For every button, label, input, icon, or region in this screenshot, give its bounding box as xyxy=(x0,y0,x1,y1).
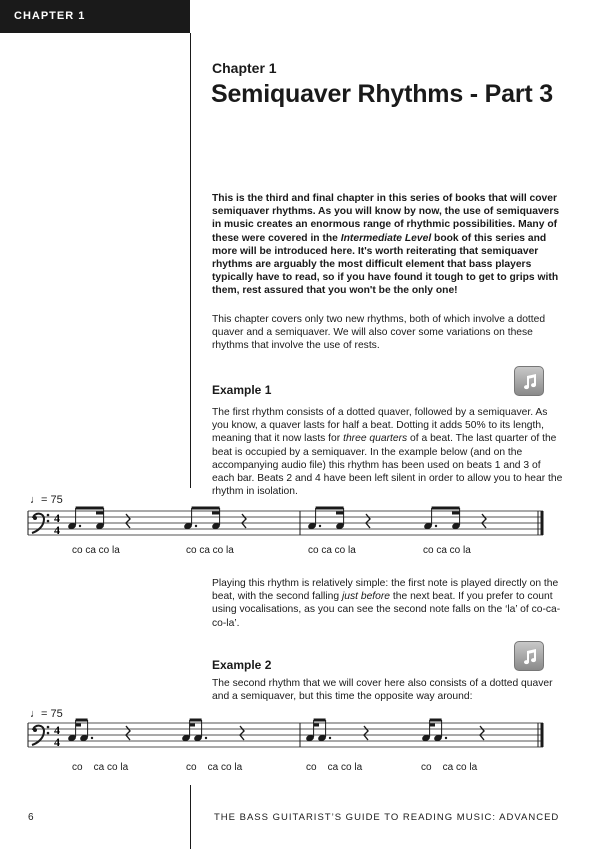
chapter-tab: CHAPTER 1 xyxy=(0,0,190,33)
lyric-3: co ca co la xyxy=(308,545,356,556)
footer-book-title: THE BASS GUITARIST’S GUIDE TO READING MUSIC: ADVANCED xyxy=(214,812,560,823)
music-staff-example-1 xyxy=(0,506,600,548)
svg-text:4: 4 xyxy=(54,723,60,737)
music-staff-example-2 xyxy=(0,718,600,760)
example-2-paragraph: The second rhythm that we will cover here also consists of a dotted quaver and a semiquaver, but this time the opposite way around: xyxy=(212,678,553,703)
lyric-2: co ca co la xyxy=(186,545,234,556)
example-1-heading: Example 1 xyxy=(212,383,272,397)
tempo-marking-2: ♩= 75 xyxy=(30,708,63,720)
lyric-5: co ca co la xyxy=(72,762,129,773)
example-1-text-b: three quarters xyxy=(343,433,408,445)
audio-note-icon[interactable] xyxy=(514,366,544,396)
rhythm-explanation-paragraph xyxy=(212,577,564,630)
lyric-6: co ca co la xyxy=(186,762,243,773)
p3-text-a: Playing this rhythm is relatively simple: the first note is played directly on the beat, with the second falling xyxy=(212,578,559,603)
tempo-marking: ♩= 75 xyxy=(30,494,63,506)
lyric-7: co ca co la xyxy=(306,762,363,773)
svg-text:4: 4 xyxy=(54,523,60,537)
example-2-heading: Example 2 xyxy=(212,658,272,672)
p3-text-b: just before xyxy=(341,591,391,603)
example-1-text-a: The first rhythm consists of a dotted quaver, followed by a semiquaver. As you know, a quaver lasts for half a beat. Dotting it adds 50% to its length, meaning that it now lasts for xyxy=(212,407,548,445)
lyric-4: co ca co la xyxy=(423,545,471,556)
svg-text:4: 4 xyxy=(54,511,60,525)
chapter-overview-paragraph: This chapter covers only two new rhythms, both of which involve a dotted quaver and a semiquaver. We will also cover some variations on these rhythms that involve the use of rests. xyxy=(212,314,546,352)
svg-text:4: 4 xyxy=(54,735,60,749)
page-title: Semiquaver Rhythms - Part 3 xyxy=(211,80,553,108)
example-1-text-c: of a beat. The last quarter of the beat is occupied by a semiquaver. In the example below (and on the accompanying audio file) this rhythm has been used on beats 1 and 3 of each bar. Beats 2 and 4 have been left silent in order to allow you to hear the rhythm in isolation. xyxy=(212,433,563,498)
example-1-paragraph xyxy=(212,406,564,498)
intro-paragraph xyxy=(212,192,564,298)
audio-note-icon-2[interactable] xyxy=(514,641,544,671)
intro-text-c: book of this series and more will be introduced here. It's worth reiterating that semiquaver rhythms are arguably the most difficult element that bass players typically have to read, so if you have found it tough to get to grips with them, rest assured that you won't be the only one! xyxy=(212,232,559,297)
vertical-rule xyxy=(190,33,191,488)
lyric-1: co ca co la xyxy=(72,545,120,556)
p3-text-c: the next beat. If you prefer to count using vocalisations, as you can see the second note falls on the ‘la’ of co-ca-co-la’. xyxy=(212,591,561,629)
chapter-label: Chapter 1 xyxy=(212,60,277,76)
intro-text-a: This is the third and final chapter in this series of books that will cover semiquaver rhythms. As you will know by now, the use of semiquavers in music creates an enormous range of rhythmic possibilities. Many of these were covered in the xyxy=(212,193,560,244)
page-number: 6 xyxy=(28,812,34,823)
vertical-rule-bottom xyxy=(190,785,191,849)
lyric-8: co ca co la xyxy=(421,762,478,773)
intro-text-b: Intermediate Level xyxy=(340,232,432,244)
